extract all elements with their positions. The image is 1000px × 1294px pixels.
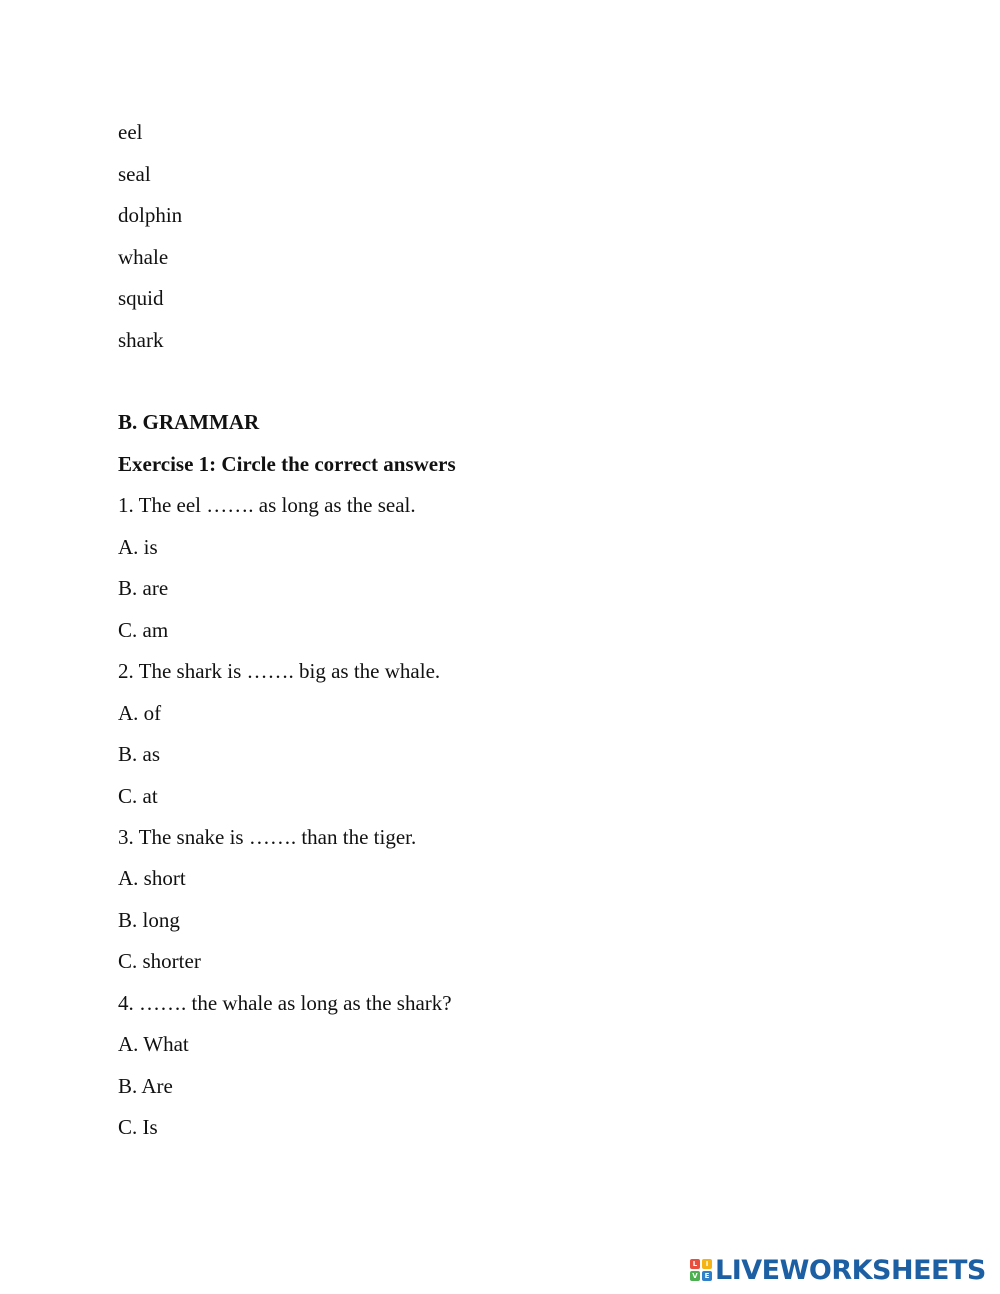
vocab-word: squid xyxy=(118,286,164,310)
vocab-word: eel xyxy=(118,120,143,144)
question-text: 3. The snake is ……. than the tiger. xyxy=(118,825,417,849)
answer-option[interactable]: A. What xyxy=(118,1032,189,1056)
vocab-word: dolphin xyxy=(118,203,183,227)
logo-icon-tile: I xyxy=(702,1259,712,1269)
answer-option[interactable]: C. Is xyxy=(118,1115,158,1139)
section-title: B. GRAMMAR xyxy=(118,410,260,434)
vocab-word: whale xyxy=(118,245,169,269)
answer-option[interactable]: B. are xyxy=(118,576,169,600)
answer-option[interactable]: C. shorter xyxy=(118,949,201,973)
logo-icon-tile: V xyxy=(690,1271,700,1281)
liveworksheets-icon xyxy=(690,1259,712,1281)
question-text: 2. The shark is ……. big as the whale. xyxy=(118,659,441,683)
liveworksheets-logo xyxy=(690,1254,986,1286)
vocab-word: shark xyxy=(118,328,164,352)
answer-option[interactable]: B. Are xyxy=(118,1074,173,1098)
vocab-word: seal xyxy=(118,162,151,186)
answer-option[interactable]: A. is xyxy=(118,535,158,559)
logo-icon-tile: L xyxy=(690,1259,700,1269)
logo-text: LIVEWORKSHEETS xyxy=(715,1254,986,1286)
answer-option[interactable]: B. long xyxy=(118,908,180,932)
question-text: 4. ……. the whale as long as the shark? xyxy=(118,991,452,1015)
answer-option[interactable]: A. of xyxy=(118,701,162,725)
answer-option[interactable]: A. short xyxy=(118,866,186,890)
answer-option[interactable]: C. at xyxy=(118,784,158,808)
logo-icon-tile: E xyxy=(702,1271,712,1281)
answer-option[interactable]: B. as xyxy=(118,742,160,766)
answer-option[interactable]: C. am xyxy=(118,618,169,642)
exercise-title: Exercise 1: Circle the correct answers xyxy=(118,452,456,476)
question-text: 1. The eel ……. as long as the seal. xyxy=(118,493,416,517)
